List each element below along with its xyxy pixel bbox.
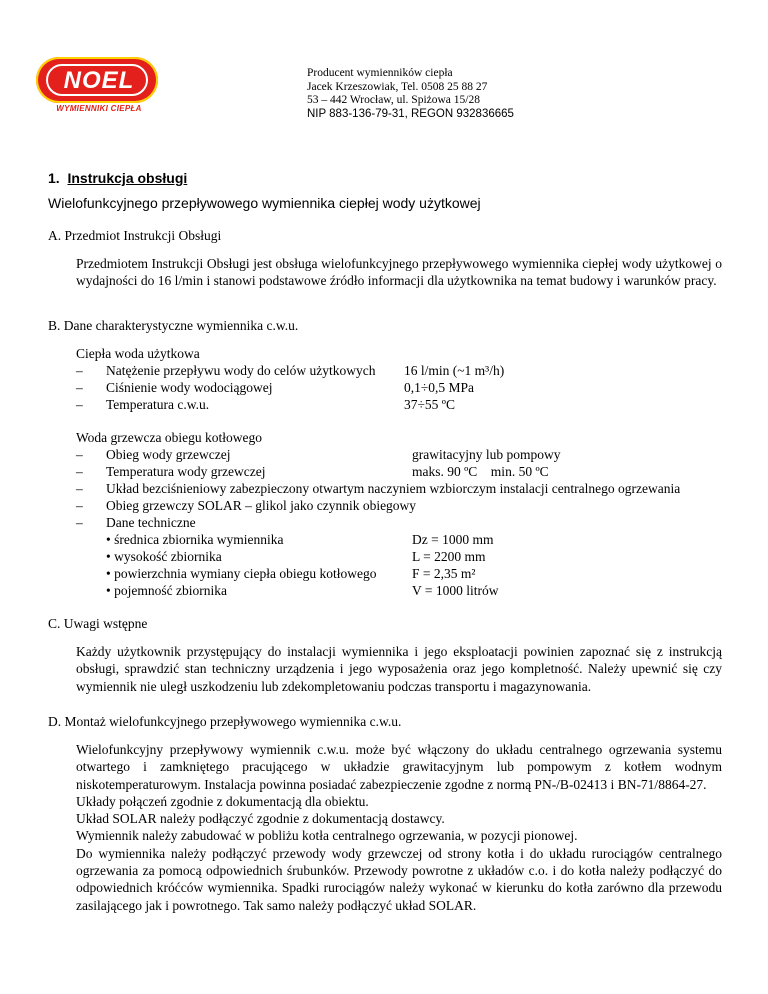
group-2-title-row [76, 429, 726, 446]
tech-value: V = 1000 litrów [412, 583, 499, 598]
header-line-4: NIP 883-136-79-31, REGON 932836665 [307, 107, 514, 120]
section-b-group-1 [76, 345, 726, 413]
tech-label: • wysokość zbiornika [106, 549, 222, 564]
tech-value: Dz = 1000 mm [412, 532, 494, 547]
logo-subtitle: WYMIENNIKI CIEPŁA [56, 104, 142, 113]
tech-row [76, 582, 726, 599]
tech-row [76, 531, 726, 548]
spec-row: – Ciśnienie wody wodociągowej 0,1÷0,5 MPa [76, 380, 475, 395]
tech-row [76, 565, 726, 582]
logo-inner [46, 64, 148, 96]
section-c-body [76, 643, 722, 695]
section-d-paragraph-1: Wielofunkcyjny przepływowy wymiennik c.w.u. może być włączony do układu centralnego ogrzewania systemu otwartego i zamkniętego pracującego w układzie grawitacyjnym lub pompowym z kotłem wodnym niskotemperaturowym. Instalacja powinna posiadać zabezpieczenie zgodne z normą PN-/B-02413 i BN-71/8864-27. [76, 742, 722, 792]
section-d-body [76, 741, 722, 914]
noel-logo [36, 57, 158, 119]
group-1-title: Ciepła woda użytkowa [76, 346, 200, 361]
spec-text: Układ bezciśnieniowy zabezpieczony otwartym naczyniem wzbiorczym instalacji centralnego ogrzewania [106, 481, 681, 496]
section-d-paragraph-5: Do wymiennika należy podłączyć przewody wody grzewczej od strony kotła i do układu rurociągów centralnego ogrzewania za pomocą odpowiednich śrubunków. Przewody powrotne z układów c.o. i do kotła należy podłączyć do odpowiednich króćców wymiennika. Spadki rurociągów należy wykonać w kierunku do kotła zarówno dla przewodu zasilającego jak i powrotnego. Tak samo należy podłączyć układ SOLAR. [76, 845, 722, 913]
spec-label: Obieg wody grzewczej [106, 447, 231, 462]
header-line-2: Jacek Krzeszowiak, Tel. 0508 25 88 27 [307, 80, 488, 93]
section-b-heading: B. Dane charakterystyczne wymiennika c.w.u. [48, 318, 299, 333]
tech-label: • średnica zbiornika wymiennika [106, 532, 284, 547]
section-b-group-2 [76, 429, 726, 599]
spec-row: – Obieg wody grzewczej grawitacyjny lub pompowy [76, 447, 561, 462]
document-title [48, 170, 187, 186]
spec-text: Dane techniczne [106, 515, 196, 530]
spec-value: maks. 90 ºC min. 50 ºC [412, 464, 549, 479]
spec-row: – Temperatura wody grzewczej maks. 90 ºC min. 50 ºC [76, 464, 549, 479]
header-line-1: Producent wymienników ciepła [307, 67, 453, 79]
section-d-paragraph-3: Układ SOLAR należy podłączyć zgodnie z dokumentacją dostawcy. [76, 811, 445, 827]
section-a-body [76, 255, 722, 290]
logo-badge [36, 57, 158, 103]
spec-label: Ciśnienie wody wodociągowej [106, 380, 273, 395]
spec-label: Natężenie przepływu wody do celów użytkowych [106, 363, 376, 378]
section-a-text: Przedmiotem Instrukcji Obsługi jest obsługa wielofunkcyjnego przepływowego wymiennika ciepłej wody użytkowej o wydajności do 16 l/min i stanowi podstawowe źródło informacji dla użytkownika na temat budowy i warunków pracy. [76, 256, 722, 289]
tech-value: F = 2,35 m² [412, 566, 476, 581]
section-a-heading: A. Przedmiot Instrukcji Obsługi [48, 228, 222, 243]
section-d-paragraph-2: Układy połączeń zgodnie z dokumentacją dla obiektu. [76, 793, 369, 809]
tech-row [76, 548, 726, 565]
section-d-paragraph-4: Wymiennik należy zabudować w pobliżu kotła centralnego ogrzewania, w pozycji pionowej. [76, 828, 578, 844]
tech-label: • powierzchnia wymiany ciepła obiegu kotłowego [106, 566, 377, 581]
spec-row: – Obieg grzewczy SOLAR – glikol jako czynnik obiegowy [76, 498, 417, 513]
company-header [307, 67, 514, 121]
tech-value: L = 2200 mm [412, 549, 486, 564]
spec-wrap-row: – Układ bezciśnieniowy zabezpieczony otwartym naczyniem wzbiorczym instalacji centralnego ogrzewania [76, 481, 681, 496]
spec-row: – Natężenie przepływu wody do celów użytkowych 16 l/min (~1 m³/h) [76, 363, 505, 378]
header-line-3: 53 – 442 Wrocław, ul. Spiżowa 15/28 [307, 94, 480, 106]
group-2-title: Woda grzewcza obiegu kotłowego [76, 430, 262, 445]
logo-brand: NOEL [63, 67, 135, 94]
spec-value: 0,1÷0,5 MPa [404, 380, 475, 395]
title-number: 1. [48, 170, 60, 186]
group-1-title-row [76, 345, 726, 362]
spec-label: Temperatura c.w.u. [106, 397, 210, 412]
section-c-heading: C. Uwagi wstępne [48, 616, 148, 631]
section-c-text: Każdy użytkownik przystępujący do instalacji wymiennika i jego eksploatacji powinien zapoznać się z instrukcją obsługi, sprawdzić stan techniczny urządzenia i jego wyposażenia oraz jego kompletność. Należy upewnić się czy wymiennik nie uległ uszkodzeniu lub zdekompletowaniu podczas transportu i magazynowania. [76, 644, 722, 694]
spec-row: – Dane techniczne [76, 515, 196, 530]
spec-row: – Temperatura c.w.u. 37÷55 ºC [76, 397, 455, 412]
title-text: Instrukcja obsługi [67, 170, 188, 186]
spec-value: 37÷55 ºC [404, 397, 455, 412]
spec-value: grawitacyjny lub pompowy [412, 447, 561, 462]
spec-value: 16 l/min (~1 m³/h) [404, 363, 505, 378]
tech-label: • pojemność zbiornika [106, 583, 227, 598]
section-d-heading: D. Montaż wielofunkcyjnego przepływowego wymiennika c.w.u. [48, 714, 402, 729]
spec-text: Obieg grzewczy SOLAR – glikol jako czynnik obiegowy [106, 498, 417, 513]
spec-label: Temperatura wody grzewczej [106, 464, 266, 479]
document-subtitle: Wielofunkcyjnego przepływowego wymiennika ciepłej wody użytkowej [48, 195, 481, 211]
